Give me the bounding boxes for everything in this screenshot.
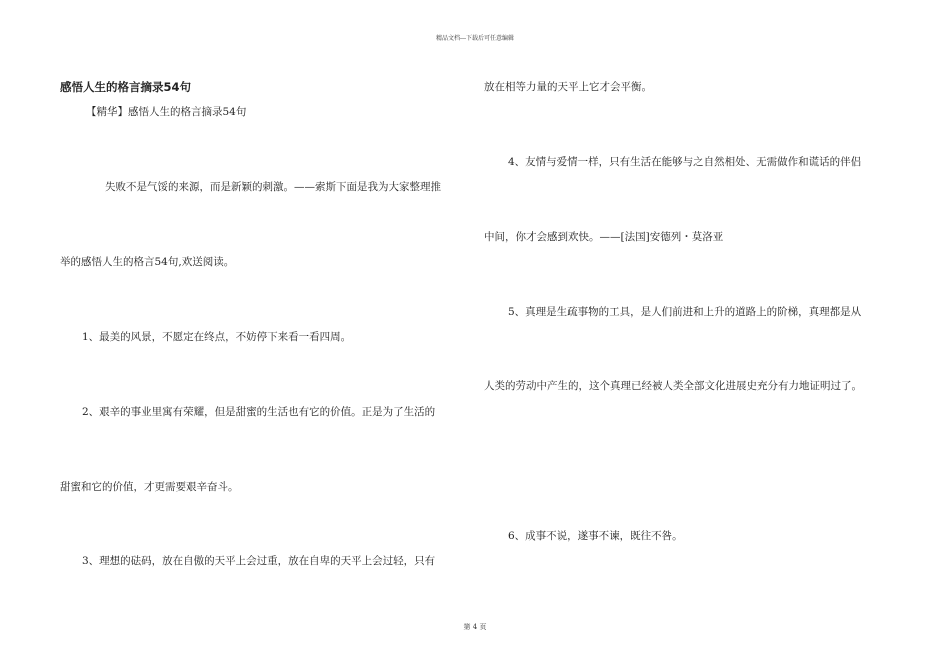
document-title: 感悟人生的格言摘录54句 xyxy=(60,80,192,94)
page-header: 精品文档---下载后可任意编辑 xyxy=(435,35,515,42)
quote-2-line-1: 2、艰辛的事业里寓有荣耀，但是甜蜜的生活也有它的价值。正是为了生活的 xyxy=(82,406,436,418)
quote-5-line-2: 人类的劳动中产生的，这个真理已经被人类全部文化进展史充分有力地证明过了。 xyxy=(484,380,862,392)
quote-2-line-2: 甜蜜和它的价值，才更需要艰辛奋斗。 xyxy=(60,481,239,493)
quote-3-line-2: 放在相等力量的天平上它才会平衡。 xyxy=(484,81,652,93)
quote-3-line-1: 3、理想的砝码，放在自傲的天平上会过重，放在自卑的天平上会过轻，只有 xyxy=(82,555,436,567)
quote-5-line-1: 5、真理是生疏事物的工具，是人们前进和上升的道路上的阶梯，真理都是从 xyxy=(508,306,862,318)
quote-6: 6、成事不说，遂事不谏，既往不咎。 xyxy=(508,530,683,542)
quote-4-line-2: 中间，你才会感到欢快。——[法国]安德列・莫洛亚 xyxy=(484,231,724,243)
quote-4-line-1: 4、友情与爱情一样，只有生活在能够与之自然相处、无需做作和谎话的伴侣 xyxy=(508,156,862,168)
intro-line-2: 举的感悟人生的格言54句,欢送阅读。 xyxy=(60,256,235,268)
page-number: 第 4 页 xyxy=(463,623,487,631)
quote-1: 1、最美的风景，不愿定在终点，不妨停下来看一看四周。 xyxy=(82,331,352,343)
intro-line-1: 失败不是气馁的来源，而是新颖的刺激。——索斯下面是我为大家整理推 xyxy=(105,181,441,193)
document-subtitle: 【精华】感悟人生的格言摘录54句 xyxy=(86,106,247,118)
